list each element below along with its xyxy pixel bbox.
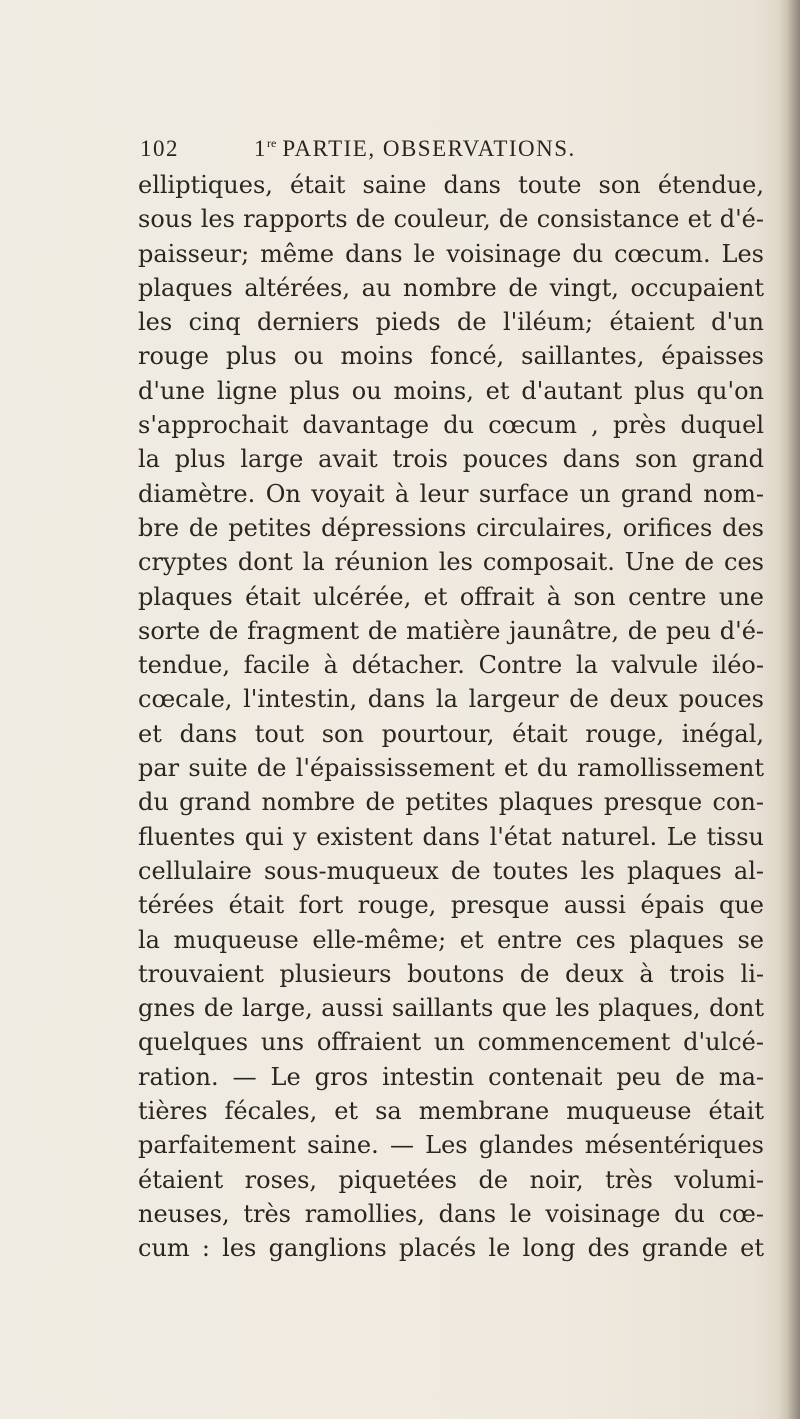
text-line: la plus large avait trois pouces dans son grand xyxy=(138,445,764,474)
text-line: par suite de l'épaississement et du ramollissement xyxy=(138,754,764,783)
text-line: tières fécales, et sa membrane muqueuse était xyxy=(138,1097,764,1126)
page-edge-shadow xyxy=(778,0,800,1419)
text-line: plaques était ulcérée, et offrait à son centre une xyxy=(138,582,764,611)
part-superscript: re xyxy=(267,136,277,150)
text-line: trouvaient plusieurs boutons de deux à trois li- xyxy=(138,959,764,988)
text-line: quelques uns offraient un commencement d'ulcé- xyxy=(138,1028,764,1057)
text-line: cœcale, l'intestin, dans la largeur de deux pouces xyxy=(138,685,764,714)
text-line: neuses, très ramollies, dans le voisinage du cœ- xyxy=(138,1199,764,1228)
text-line: bre de petites dépressions circulaires, orifices des xyxy=(138,513,764,542)
running-head xyxy=(140,136,800,168)
text-line: gnes de large, aussi saillants que les plaques, dont xyxy=(138,994,764,1023)
text-line: étaient roses, piquetées de noir, très volumi- xyxy=(138,1165,764,1194)
text-line: sous les rapports de couleur, de consistance et d'é- xyxy=(138,205,764,234)
text-line: cum : les ganglions placés le long des grande et xyxy=(138,1234,764,1263)
text-line: tendue, facile à détacher. Contre la valvule iléo- xyxy=(138,651,764,680)
text-line: paisseur; même dans le voisinage du cœcum. Les xyxy=(138,239,764,268)
text-line: parfaitement saine. — Les glandes mésentériques xyxy=(138,1131,764,1160)
text-line: diamètre. On voyait à leur surface un grand nom- xyxy=(138,479,764,508)
text-line: cryptes dont la réunion les composait. Une de ces xyxy=(138,548,764,577)
running-head-title xyxy=(254,136,576,162)
part-number: 1 xyxy=(254,136,267,161)
text-line: s'approchait davantage du cœcum , près duquel xyxy=(138,411,764,440)
text-line: d'une ligne plus ou moins, et d'autant plus qu'on xyxy=(138,376,764,405)
page-number: 102 xyxy=(140,136,179,161)
text-line: du grand nombre de petites plaques presque con- xyxy=(138,788,764,817)
part-title: PARTIE, OBSERVATIONS. xyxy=(282,136,576,161)
text-line: cellulaire sous-muqueux de toutes les plaques al- xyxy=(138,856,764,885)
text-line: fluentes qui y existent dans l'état naturel. Le tissu xyxy=(138,822,764,851)
text-line: rouge plus ou moins foncé, saillantes, épaisses xyxy=(138,342,764,371)
text-line: et dans tout son pourtour, était rouge, inégal, xyxy=(138,719,764,748)
text-line: térées était fort rouge, presque aussi épais que xyxy=(138,891,764,920)
text-line: plaques altérées, au nombre de vingt, occupaient xyxy=(138,273,764,302)
text-line: la muqueuse elle-même; et entre ces plaques se xyxy=(138,925,764,954)
text-line: elliptiques, était saine dans toute son étendue, xyxy=(138,171,764,199)
text-line: sorte de fragment de matière jaunâtre, de peu d'é- xyxy=(138,616,764,645)
body-text xyxy=(138,168,764,1266)
text-line: les cinq derniers pieds de l'iléum; étaient d'un xyxy=(138,308,764,337)
text-line: ration. — Le gros intestin contenait peu de ma- xyxy=(138,1062,764,1091)
